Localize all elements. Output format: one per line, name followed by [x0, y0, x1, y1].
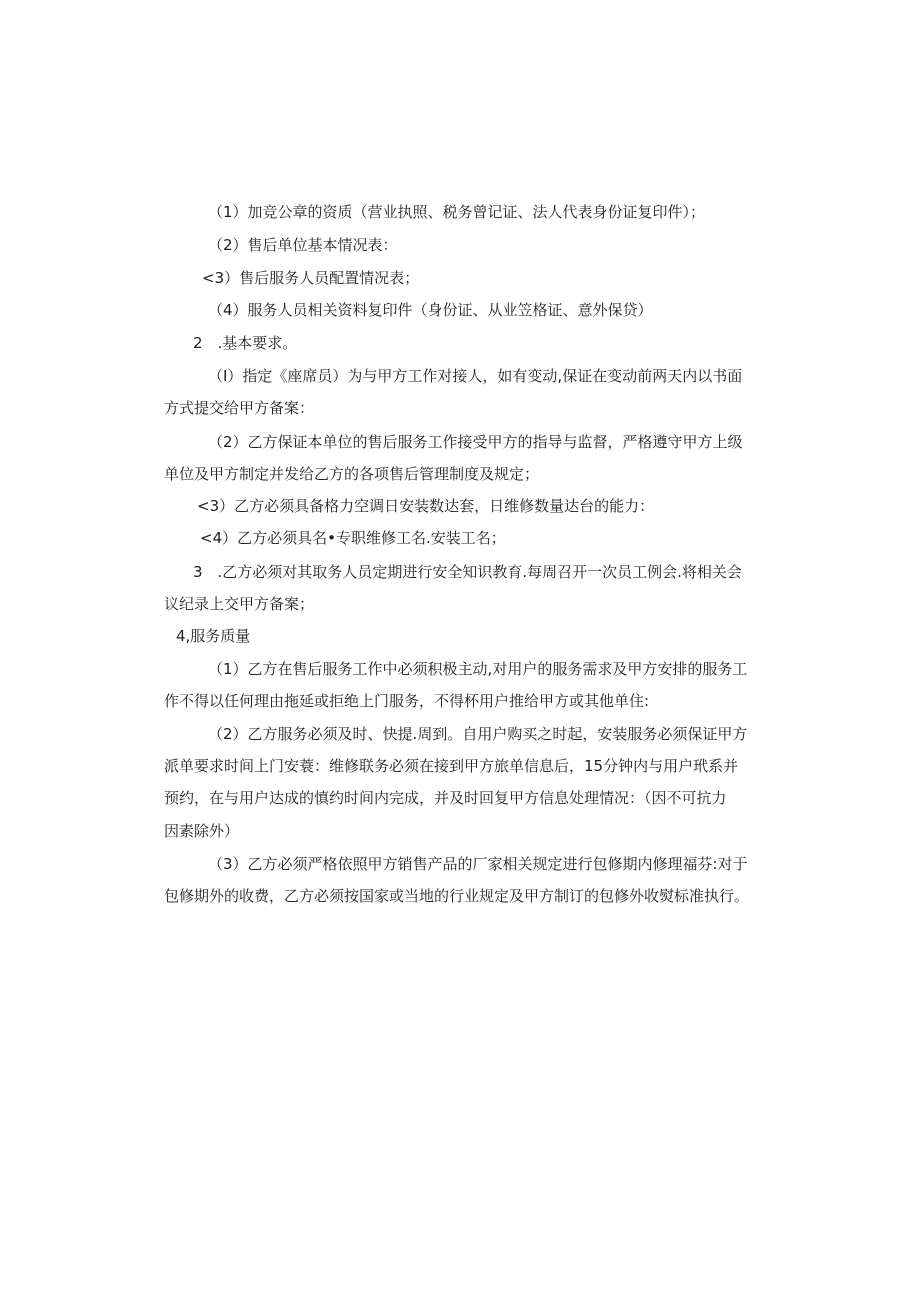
text-line: （2）乙方服务必须及时、快提.周到。自用户购买之时起，安装服务必须保证甲方	[208, 725, 748, 743]
section-heading: 4,服务质量	[176, 627, 251, 645]
text-line: 3 .乙方必须对其取务人员定期进行安全知识教育.每周召开一次员工例会.将相关会	[193, 563, 742, 581]
text-line: （1）乙方在售后服务工作中必须积极主动,对用户的服务需求及甲方安排的服务工	[208, 660, 748, 678]
text-line: <3）售后服务人员配置情况表；	[202, 269, 420, 287]
text-line: 包修期外的收费，乙方必须按国家或当地的行业规定及甲方制订的包修外收熨标准执行。	[164, 887, 750, 905]
text-line: 预约，在与用户达成的慎约时间内完成，并及时回复甲方信息处理情况：（因不可抗力	[164, 789, 727, 807]
text-line: （3）乙方必须严格依照甲方销售产品的厂家相关规定进行包修期内修理福芬:对于	[208, 855, 748, 873]
text-line: <3）乙方必须具备格力空调日安装数达套，日维修数量达台的能力：	[197, 497, 655, 515]
text-line: （4）服务人员相关资料复印件（身份证、从业笠格证、意外保贷）	[208, 301, 653, 319]
text-line: （I）指定《座席员）为与甲方工作对接人，如有变动,保证在变动前两天内以书面	[208, 367, 743, 385]
text-line: 方式提交给甲方备案：	[164, 399, 315, 417]
text-line: （2）售后单位基本情况表：	[208, 236, 398, 254]
text-line: <4）乙方必须具名•专职维修工名.安装工名；	[200, 529, 506, 547]
text-line: 议纪录上交甲方备案；	[164, 595, 315, 613]
text-line: （2）乙方保证本单位的售后服务工作接受甲方的指导与监督，严格遵守甲方上级	[208, 433, 743, 451]
text-line: 单位及甲方制定并发给乙方的各项售后管理制度及规定；	[164, 465, 540, 483]
text-line: 因素除外）	[164, 822, 240, 840]
section-heading: 2 .基本要求。	[193, 334, 298, 352]
text-line: 派单要求时间上门安蓑：维修联务必须在接到甲方旅单信息后，15分钟内与用户玳系并	[164, 757, 739, 775]
text-line: 作不得以任何理由拖延或拒绝上门服务，不得杯用户推给甲方或其他单住:	[164, 692, 650, 710]
text-line: （1）加竞公章的资质（营业执照、税务曾记证、法人代表身份证复印件）；	[208, 203, 706, 221]
